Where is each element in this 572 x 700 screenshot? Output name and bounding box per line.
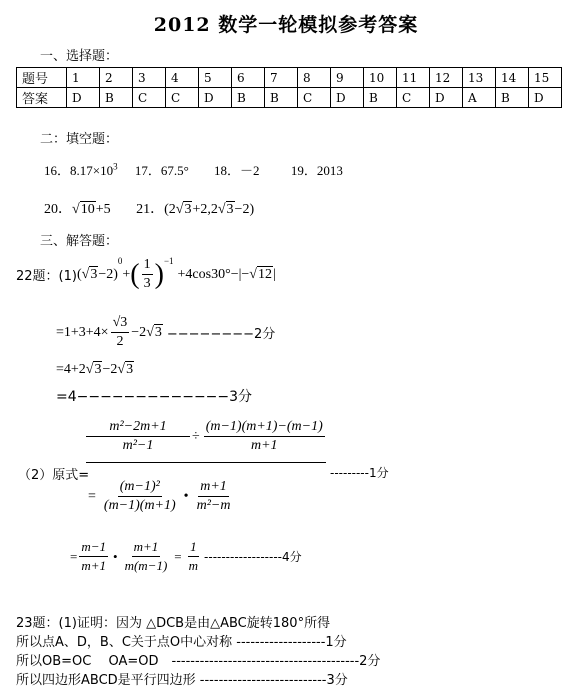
q22-part2-label: （2）原式= [18,468,90,483]
q22-step1-score: −−−−−−−−2分 [166,327,276,342]
q21-radicand-2: 3 [226,202,234,217]
q21-mid: +2,2 [192,202,218,217]
q21-suffix: −2) [234,202,255,217]
q22-p2-last-a-frac [79,538,108,575]
q22-step2-b: −2 [102,362,118,377]
q21-prefix: 21．(2 [136,202,176,217]
q22-radicand: 3 [90,267,98,282]
q22-exp-zero: 0 [117,256,123,266]
table-cell: D [529,88,562,108]
q22-p2-top-left-num: m²−2m+1 [86,418,190,437]
q20-prefix: 20． [44,202,72,217]
q23-line2: 所以点A、D，B、C关于点O中心对称 -------------------1分 [16,635,347,650]
table-cell: B [364,88,397,108]
q23-line3: 所以OB=OC OA=OD ----------------------------------------2分 [16,654,381,669]
q21-radicand-1: 3 [184,202,192,217]
table-cell: B [232,88,265,108]
q22-step1-radicand: 3 [154,325,162,340]
q22-p2-last-b-num: m+1 [132,538,161,557]
section-solve-heading: 三、解答题： [40,234,119,249]
table-cell: 1 [67,68,100,88]
table-row-answers [17,88,562,108]
q22-p2-top-right-num: (m−1)(m+1)−(m−1) [204,418,325,437]
q22-fraction [142,256,153,293]
q22-p2-last-a-den: m+1 [81,558,107,573]
q22-p2-eq: = [88,488,96,504]
q22-p2-dot: • [183,488,189,504]
section-choice-heading: 一、选择题： [40,49,119,64]
q22-expr-b: −2) [98,266,118,282]
table-cell: 4 [166,68,199,88]
q22-p2-last-b-frac [123,538,170,575]
q18-answer: 18．－2 [214,163,260,178]
q22-step2-radicand-1: 3 [94,362,102,377]
q17-answer: 17．67.5° [134,163,189,178]
table-cell: C [133,88,166,108]
q23-line4: 所以四边形ABCD是平行四边形 ---------------------------3分 [16,673,348,688]
q22-step1-fraction [111,314,130,351]
fill-answers-row1 [44,160,343,179]
q22-p2-score-4: ------------------4分 [204,550,302,564]
table-cell: 14 [496,68,529,88]
page-title: 2012 数学一轮模拟参考答案 [153,14,419,36]
table-cell: 9 [331,68,364,88]
q22-radicand-2: 12 [257,267,272,282]
table-cell: D [67,88,100,108]
table-cell: D [331,88,364,108]
table-cell: 8 [298,68,331,88]
q22-step2-radicand-2: 3 [126,362,134,377]
table-cell: 12 [430,68,463,88]
table-cell: 15 [529,68,562,88]
q22-expr-c: +4cos30°−|− [177,266,250,282]
table-cell: D [430,88,463,108]
q22-part2-mid [88,478,234,515]
table-cell: 2 [100,68,133,88]
q20-radicand: 10 [80,202,95,217]
q22-step2: =4+2√3−2√3 [56,362,134,377]
q22-p2-last-c-frac [187,538,200,575]
q22-p2-mid-right-num: m+1 [198,478,229,497]
table-cell: 10 [364,68,397,88]
q22-p2-main-fraction-bar [86,462,326,463]
q22-part2-last [70,538,302,575]
q22-label: 22题：(1) [16,269,77,284]
q22-fraction-den: 3 [143,276,151,291]
table-row-label: 题号 [17,68,67,88]
q22-p2-last-dot: • [113,548,118,564]
q22-p2-div: ÷ [192,428,200,444]
q22-p2-last-eq: = [70,548,78,564]
q20-suffix: +5 [95,202,111,217]
q22-p2-mid-left-den: (m−1)(m+1) [103,498,176,513]
q22-step1-fraction-den: 2 [116,334,124,349]
q22-p2-mid-right-frac [195,478,233,515]
table-row-label: 答案 [17,88,67,108]
q22-step1-b: −2 [131,324,147,340]
q22-p2-top-right-den: m+1 [250,438,278,453]
table-cell: C [166,88,199,108]
q23-line1: 23题：(1)证明：因为 △DCB是由△ABC旋转180°所得 [16,616,331,631]
q22-expr-a: ( [76,266,82,282]
q22-p2-top-left-frac [88,418,188,455]
q22-fraction-num: 1 [142,256,153,275]
q22-step3: =4−−−−−−−−−−−−−3分 [56,389,253,405]
fill-answers-row2: 20．√10+5 21．(2√3+2,2√3−2) [44,202,255,217]
table-row-numbers [17,68,562,88]
q22-p2-last-b-den: m(m−1) [124,558,168,573]
q22-p2-mid-left-frac [102,478,178,515]
q22-p2-last-c-den: m [188,558,199,573]
q22-p2-top-left-den: m²−1 [122,438,154,453]
table-cell: 7 [265,68,298,88]
table-cell: C [397,88,430,108]
q22-step2-a: =4+2 [56,362,86,377]
q19-answer: 19．2013 [290,163,343,178]
table-cell: B [265,88,298,108]
q22-p2-top-right-frac [204,418,325,455]
table-cell: 6 [232,68,265,88]
section-fill-heading: 二：填空题： [40,132,119,147]
q22-expr-d: | [272,266,276,282]
table-cell: 5 [199,68,232,88]
table-cell: C [298,88,331,108]
q22-p2-last-c-num: 1 [188,538,199,557]
table-cell: 3 [133,68,166,88]
q22-step1-fraction-num: √3 [111,314,130,333]
q22-p2-mid-left-num: (m−1)² [118,478,162,497]
table-cell: 13 [463,68,496,88]
q22-plus: + [122,266,131,282]
answer-table [16,67,562,108]
q22-step1-a: =1+3+4× [56,324,109,340]
q16-answer: 16．8.17×10 [44,163,114,178]
q22-p2-score-1: ---------1分 [330,466,389,480]
q22-p2-mid-right-den: m²−m [196,498,231,513]
q22-p2-last-a-num: m−1 [79,538,108,557]
q22-p2-last-eq2: = [174,548,182,564]
q22-part2-top [86,418,327,455]
table-cell: B [100,88,133,108]
table-cell: B [496,88,529,108]
table-cell: A [463,88,496,108]
table-cell: D [199,88,232,108]
q22-exp-neg1: −1 [163,256,174,266]
q22-expression: 22题：(1) ( √ 3 −2) 0 + ( $\frac{1}{3}$ ) $^{-1}$ +4cos30°−|− √ 12 | [16,256,276,291]
table-cell: 11 [397,68,430,88]
q16-exponent: 3 [113,161,118,172]
q22-step1: =1+3+4× $\frac{√3}{2}$ −2 √ 3 −−−−−−−−2分 [56,315,276,349]
